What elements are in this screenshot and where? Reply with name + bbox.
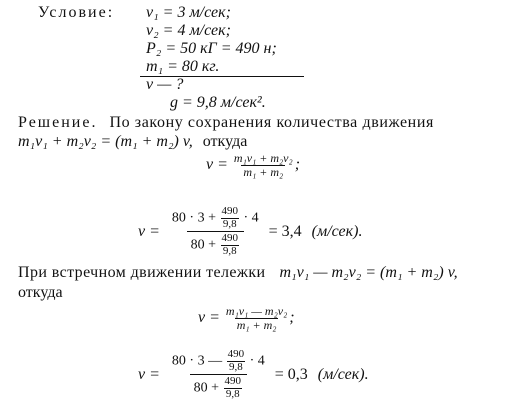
formula-2-lhs: v =	[198, 308, 220, 326]
calc-1-num-inner-den: 9,8	[222, 217, 237, 230]
momentum-equation: m₁v₁ + m₂v₂ = (m₁ + m₂) v,	[18, 133, 193, 150]
formula-1-end: ;	[294, 155, 301, 173]
otkuda-word-2: откуда	[18, 284, 63, 301]
calc-2	[138, 349, 369, 400]
formula-1-lhs: v =	[206, 155, 228, 173]
calc-2-numerator	[168, 349, 269, 374]
solution-label: Решение.	[18, 114, 98, 131]
condition-unknown: v — ?	[146, 76, 184, 93]
formula-2-end: ;	[289, 308, 295, 326]
calc-2-num-inner-num: 490	[227, 348, 245, 360]
formula-1-numerator: m₁v₁ + m₂v₂	[233, 151, 293, 165]
calc-2-unit-wrap	[318, 366, 369, 383]
formula-1-denominator: m₁ + m₂	[243, 164, 284, 179]
calc-1	[138, 206, 362, 257]
calc-1-num-inner-fraction	[219, 206, 240, 230]
calc-2-den-inner-fraction	[223, 376, 244, 400]
calc-1-num-part1: 80 · 3 +	[171, 210, 216, 226]
condition-given-g: g = 9,8 м/сек².	[170, 94, 266, 111]
calc-2-num-part2: · 4	[249, 353, 265, 369]
calc-2-fraction	[168, 349, 269, 400]
formula-2-denominator: m₁ + m₂	[236, 317, 277, 332]
calc-1-lhs: v =	[138, 222, 160, 240]
opposite-motion-text: При встречном движении тележки	[18, 264, 266, 281]
solution-intro	[18, 114, 434, 132]
calc-1-numerator	[168, 206, 263, 231]
calc-2-den-inner-num: 490	[224, 375, 242, 388]
calc-2-den-inner-den: 9,8	[225, 387, 240, 400]
opposite-motion-equation: m₁v₁ — m₂v₂ = (m₁ + m₂) v,	[279, 264, 458, 281]
calc-1-num-part2: · 4	[243, 210, 259, 226]
calc-1-fraction	[168, 206, 263, 257]
calc-1-den-inner-den: 9,8	[222, 244, 237, 257]
calc-2-denominator	[190, 374, 247, 400]
calc-1-den-inner-fraction	[219, 233, 240, 257]
calc-2-num-inner-den: 9,8	[228, 360, 243, 373]
calc-1-unit-wrap	[312, 223, 363, 240]
calc-2-den-part1: 80 +	[193, 380, 220, 396]
formula-1-fraction	[232, 152, 295, 178]
condition-line-m1: m₁ = 80 кг.	[146, 58, 220, 75]
calc-1-den-inner-num: 490	[221, 232, 238, 245]
calc-1-num-inner-num: 490	[221, 205, 238, 217]
calc-2-result: = 0,3	[274, 365, 308, 383]
solution-text1: По закону сохранения количества движения	[109, 114, 434, 131]
calc-1-result: = 3,4	[268, 222, 302, 240]
opposite-motion-line	[18, 264, 458, 282]
formula-2-fraction	[224, 305, 289, 331]
calc-1-unit: (м/сек).	[311, 222, 363, 240]
condition-line-v1: v₁ = 3 м/сек;	[146, 4, 231, 21]
condition-line-v2: v₂ = 4 м/сек;	[146, 22, 231, 39]
otkuda-word: откуда	[202, 133, 248, 150]
formula-2-numerator: m₁v₁ — m₂v₂	[225, 304, 288, 318]
formula-2	[198, 305, 295, 331]
momentum-equation-line	[18, 133, 247, 151]
formula-1	[206, 152, 300, 178]
calc-2-num-inner-fraction	[226, 349, 247, 373]
condition-line-p2: P₂ = 50 кГ = 490 н;	[146, 40, 277, 57]
calc-2-num-part1: 80 · 3 —	[171, 353, 223, 369]
condition-label: Условие:	[38, 4, 115, 21]
calc-1-den-part1: 80 +	[190, 237, 216, 253]
calc-2-lhs: v =	[138, 365, 160, 383]
calc-1-denominator	[187, 231, 244, 257]
calc-2-unit: (м/сек).	[317, 365, 369, 383]
